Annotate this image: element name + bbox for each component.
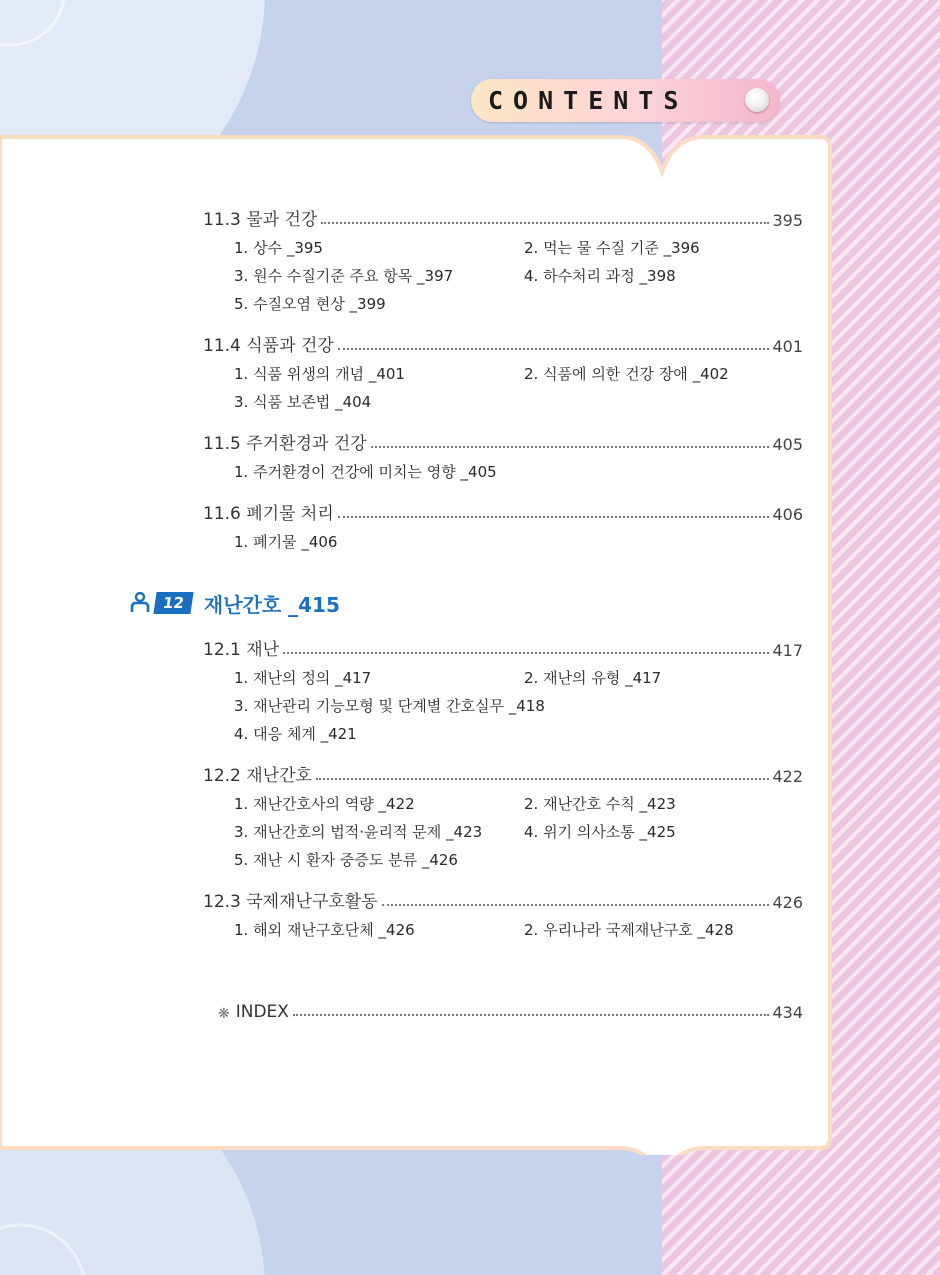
section-page: 405 — [772, 435, 803, 454]
toc-item[interactable]: 4. 하수처리 과정 _398 — [524, 267, 676, 285]
dot-leader — [371, 446, 770, 448]
toc-item[interactable]: 5. 수질오염 현상 _399 — [234, 295, 386, 313]
toc-section[interactable] — [203, 498, 803, 524]
chapter-title: 재난간호 _415 — [203, 592, 340, 617]
chapter-heading[interactable] — [130, 590, 340, 616]
toc-section[interactable] — [203, 428, 803, 454]
section-page: 422 — [772, 767, 803, 786]
ball-icon — [745, 88, 769, 112]
toc-item[interactable]: 4. 위기 의사소통 _425 — [524, 823, 676, 841]
toc-item[interactable]: 5. 재난 시 환자 중증도 분류 _426 — [234, 851, 458, 869]
dot-leader — [338, 516, 770, 518]
toc-item[interactable]: 2. 먹는 물 수질 기준 _396 — [524, 239, 700, 257]
toc-item[interactable]: 1. 식품 위생의 개념 _401 — [234, 365, 405, 383]
person-icon — [130, 592, 150, 614]
dot-leader — [316, 778, 770, 780]
toc-item[interactable]: 1. 재난의 정의 _417 — [234, 669, 372, 687]
toc-item[interactable]: 3. 재난관리 기능모형 및 단계별 간호실무 _418 — [234, 697, 545, 715]
toc-item[interactable]: 3. 원수 수질기준 주요 항목 _397 — [234, 267, 454, 285]
dot-leader — [283, 652, 769, 654]
section-title: 12.1 재난 — [203, 640, 280, 660]
section-title: 11.6 폐기물 처리 — [203, 504, 334, 524]
toc-item[interactable]: 4. 대응 체계 _421 — [234, 725, 357, 743]
toc-item[interactable]: 2. 재난간호 수칙 _423 — [524, 795, 676, 813]
section-title: 12.3 국제재난구호활동 — [203, 892, 378, 912]
toc-item[interactable]: 2. 식품에 의한 건강 장애 _402 — [524, 365, 729, 383]
toc-item[interactable]: 1. 재난간호사의 역량 _422 — [234, 795, 415, 813]
toc-item[interactable]: 3. 식품 보존법 _404 — [234, 393, 372, 411]
toc-section[interactable] — [203, 634, 803, 660]
toc-item[interactable]: 1. 주거환경이 건강에 미치는 영향 _405 — [234, 463, 497, 481]
toc-section[interactable] — [203, 330, 803, 356]
toc-item[interactable]: 1. 상수 _395 — [234, 239, 323, 257]
section-title: 12.2 재난간호 — [203, 766, 312, 786]
toc-item[interactable]: 1. 해외 재난구호단체 _426 — [234, 921, 415, 939]
section-title: 11.5 주거환경과 건강 — [203, 434, 367, 454]
section-page: 401 — [772, 337, 803, 356]
asterisk-icon: ❋ — [218, 1006, 230, 1022]
section-page: 417 — [772, 641, 803, 660]
dot-leader — [293, 1014, 770, 1016]
dot-leader — [382, 904, 770, 906]
chapter-number: 12 — [153, 592, 193, 614]
toc-item[interactable]: 3. 재난간호의 법적·윤리적 문제 _423 — [234, 823, 483, 841]
section-title: 11.4 식품과 건강 — [203, 336, 334, 356]
section-page: 406 — [772, 505, 803, 524]
toc-item[interactable]: 2. 재난의 유형 _417 — [524, 669, 662, 687]
toc-item[interactable]: 1. 폐기물 _406 — [234, 533, 338, 551]
dot-leader — [321, 222, 769, 224]
section-title: 11.3 물과 건강 — [203, 210, 318, 230]
index-label: INDEX — [235, 1002, 289, 1022]
dot-leader — [338, 348, 770, 350]
toc-section[interactable] — [203, 886, 803, 912]
index-entry[interactable] — [218, 996, 803, 1022]
contents-title: CONTENTS — [488, 86, 689, 115]
section-page: 395 — [772, 211, 803, 230]
index-page: 434 — [772, 1003, 803, 1022]
section-page: 426 — [772, 893, 803, 912]
toc-section[interactable] — [203, 204, 803, 230]
toc-item[interactable]: 2. 우리나라 국제재난구호 _428 — [524, 921, 734, 939]
contents-tab — [471, 79, 780, 122]
toc-section[interactable] — [203, 760, 803, 786]
